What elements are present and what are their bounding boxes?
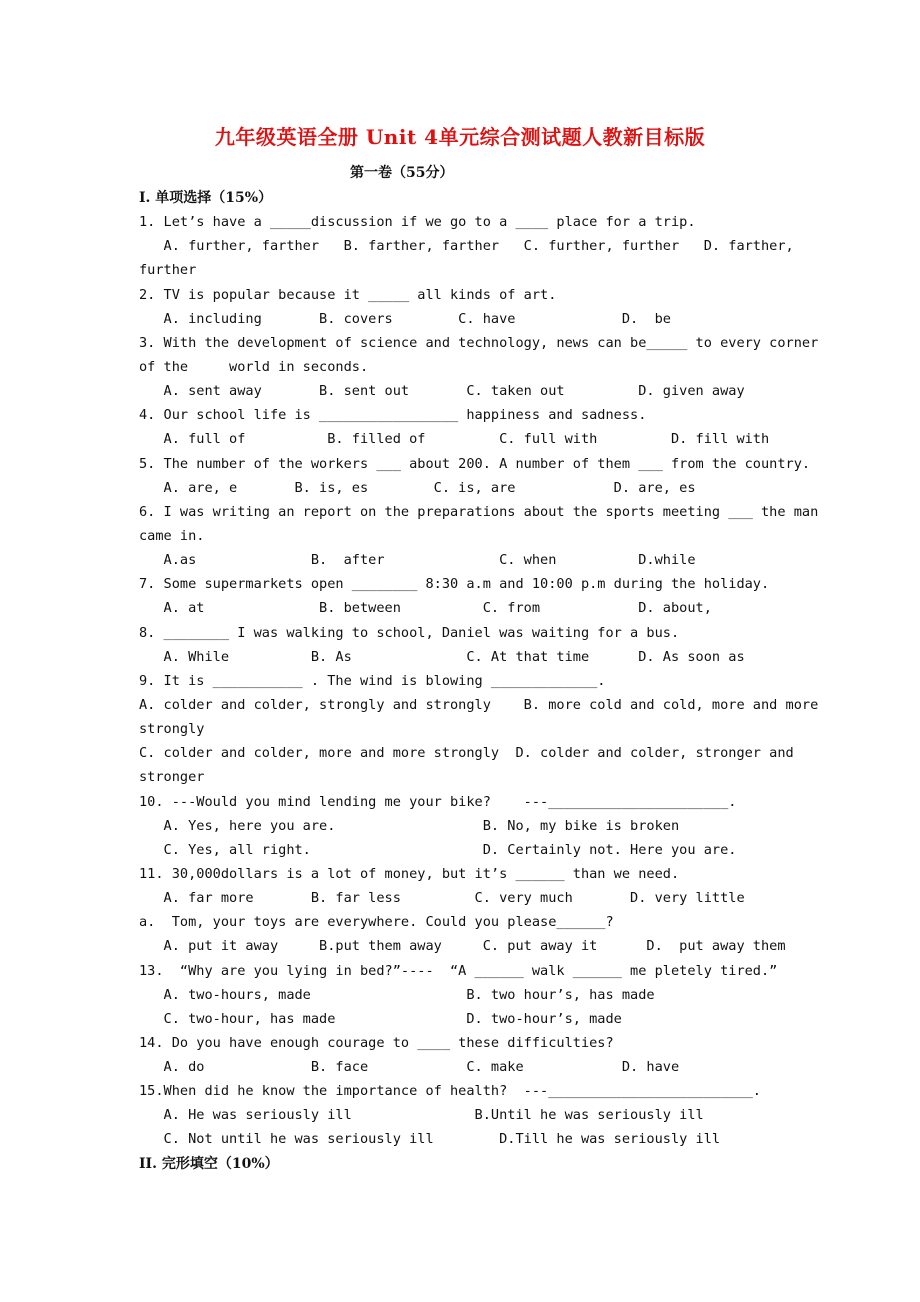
- question-line: a. Tom, your toys are everywhere. Could you please______?: [139, 914, 614, 931]
- section-heading: I. 单项选择（15%）: [139, 190, 273, 206]
- document-subtitle: 第一卷（55分）: [350, 165, 454, 181]
- question-line: 13. “Why are you lying in bed?”---- “A ______ walk ______ me pletely tired.”: [139, 962, 778, 979]
- question-line: 7. Some supermarkets open ________ 8:30 a.m and 10:00 p.m during the holiday.: [139, 576, 770, 593]
- document-title: 九年级英语全册 Unit 4单元综合测试题人教新目标版: [214, 125, 706, 149]
- option-line: A. including B. covers C. have D. be: [139, 310, 671, 327]
- question-line: came in.: [139, 527, 205, 544]
- question-line: 9. It is ___________ . The wind is blowing _____________.: [139, 672, 606, 689]
- option-line: A. Yes, here you are. B. No, my bike is broken: [139, 817, 680, 834]
- option-line: A. further, farther B. farther, farther C. further, further D. farther,: [139, 238, 794, 255]
- question-line: 10. ---Would you mind lending me your bike? ---______________________.: [139, 793, 737, 810]
- question-line: 15.When did he know the importance of health? ---_________________________.: [139, 1083, 761, 1100]
- question-line: 4. Our school life is _________________ happiness and sadness.: [139, 407, 647, 424]
- section-heading: II. 完形填空（10%）: [139, 1155, 279, 1172]
- question-line: 2. TV is popular because it _____ all kinds of art.: [139, 286, 557, 303]
- question-line: 6. I was writing an report on the preparations about the sports meeting ___ the man: [139, 503, 819, 520]
- option-line: A. do B. face C. make D. have: [139, 1059, 680, 1076]
- option-line: A. colder and colder, strongly and strongly B. more cold and cold, more and more: [139, 696, 819, 713]
- option-line: A. put it away B.put them away C. put away it D. put away them: [139, 938, 786, 955]
- question-line: 14. Do you have enough courage to ____ these difficulties?: [139, 1034, 614, 1051]
- option-line: C. two-hour, has made D. two-hour’s, made: [139, 1010, 622, 1027]
- option-line: A. sent away B. sent out C. taken out D. given away: [139, 383, 745, 400]
- option-line: A.as B. after C. when D.while: [139, 552, 696, 569]
- option-line: C. Not until he was seriously ill D.Till he was seriously ill: [139, 1131, 721, 1148]
- option-line: strongly: [139, 721, 205, 738]
- question-line: 3. With the development of science and technology, news can be_____ to every corner: [139, 334, 819, 351]
- option-line: A. far more B. far less C. very much D. very little: [139, 890, 745, 907]
- option-line: A. While B. As C. At that time D. As soon as: [139, 648, 745, 665]
- option-line: C. Yes, all right. D. Certainly not. Here you are.: [139, 841, 737, 858]
- option-line: A. at B. between C. from D. about,: [139, 600, 712, 617]
- option-line: A. full of B. filled of C. full with D. fill with: [139, 431, 770, 448]
- option-line: stronger: [139, 769, 205, 786]
- option-line: A. two-hours, made B. two hour’s, has made: [139, 986, 655, 1003]
- question-line: 11. 30,000dollars is a lot of money, but it’s ______ than we need.: [139, 865, 680, 882]
- question-line: of the world in seconds.: [139, 358, 369, 375]
- question-line: 8. ________ I was walking to school, Daniel was waiting for a bus.: [139, 624, 680, 641]
- option-line: further: [139, 262, 197, 279]
- question-line: 1. Let’s have a _____discussion if we go to a ____ place for a trip.: [139, 214, 696, 231]
- question-line: 5. The number of the workers ___ about 200. A number of them ___ from the country.: [139, 455, 811, 472]
- document-body: [139, 186, 819, 1176]
- option-line: C. colder and colder, more and more strongly D. colder and colder, stronger and: [139, 745, 794, 762]
- option-line: A. He was seriously ill B.Until he was seriously ill: [139, 1107, 704, 1124]
- option-line: A. are, e B. is, es C. is, are D. are, es: [139, 479, 696, 496]
